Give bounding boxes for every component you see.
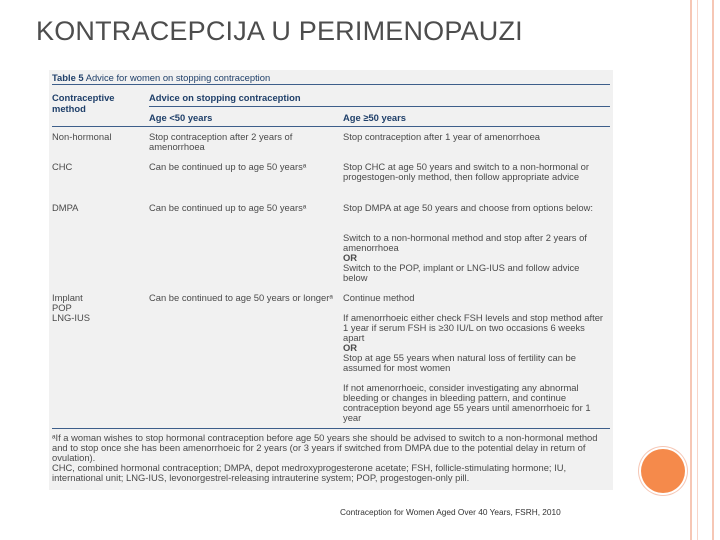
table-rule: [52, 84, 610, 85]
table-rule: [52, 428, 610, 429]
row-or: OR: [343, 252, 358, 263]
row-over-50-b: Switch to a non-hormonal method and stop after 2 years of amenorrhoea: [343, 232, 587, 253]
table-rule: [52, 126, 610, 127]
footnote-a: ᵃIf a woman wishes to stop hormonal contraception before age 50 years she should be advised to switch to a non-hormonal method and to stop once she has been amenorrhoeic for 2 years (or 3 years if switched from DMPA due to the potential delay in return of ovulation).: [52, 432, 598, 463]
row-method: CHC: [52, 161, 73, 172]
table-caption-text: Advice for women on stopping contraception: [85, 72, 271, 83]
row-under-50: Stop contraception after 2 years of amenorrhoea: [149, 131, 293, 152]
footnote-abbreviations: CHC, combined hormonal contraception; DMPA, depot medroxyprogesterone acetate; FSH, follicle-stimulating hormone; IU, international unit; LNG-IUS, levonorgestrel-releasing intrauterine system; POP, progestogen-only pill.: [52, 462, 567, 483]
table-rule: [149, 106, 610, 107]
decor-border-line: [697, 0, 698, 540]
decor-orange-circle: [641, 449, 685, 493]
row-over-50-d: If not amenorrhoeic, consider investigating any abnormal bleeding or changes in bleeding pattern, and continue contraception beyond age 55 years until amenorrhoeic for 1 year: [343, 382, 591, 423]
header-over-50: Age ≥50 years: [343, 112, 406, 123]
row-over-50-a: Continue method: [343, 292, 415, 303]
row-over-50: Stop contraception after 1 year of amenorrhoea: [343, 131, 540, 142]
row-over-50-c: Switch to the POP, implant or LNG-IUS and follow advice below: [343, 262, 580, 283]
table-caption: [52, 72, 610, 83]
header-advice: Advice on stopping contraception: [149, 92, 301, 103]
contraception-table: [49, 70, 613, 490]
row-method: Implant: [52, 292, 83, 303]
decor-border-line: [690, 0, 692, 540]
row-over-50-c: Stop at age 55 years when natural loss of fertility can be assumed for most women: [343, 352, 576, 373]
row-or: OR: [343, 342, 358, 353]
source-citation: Contraception for Women Aged Over 40 Years, FSRH, 2010: [340, 507, 561, 517]
decor-border-line: [712, 0, 714, 540]
row-method: DMPA: [52, 202, 79, 213]
row-under-50: Can be continued to age 50 years or longerᵃ: [149, 292, 333, 303]
row-over-50-a: Stop DMPA at age 50 years and choose from options below:: [343, 202, 593, 213]
header-method: Contraceptive method: [52, 92, 115, 114]
table-footnote: [52, 433, 607, 483]
row-method: LNG-IUS: [52, 312, 91, 323]
table-caption-label: Table 5: [52, 72, 84, 83]
slide-title: KONTRACEPCIJA U PERIMENOPAUZI: [36, 16, 523, 46]
row-over-50: Stop CHC at age 50 years and switch to a non-hormonal or progestogen-only method, then follow appropriate advice: [343, 161, 589, 182]
header-under-50: Age <50 years: [149, 112, 213, 123]
row-under-50: Can be continued up to age 50 yearsᵃ: [149, 202, 307, 213]
row-method: Non-hormonal: [52, 131, 112, 142]
row-method: POP: [52, 302, 72, 313]
row-over-50-b: If amenorrhoeic either check FSH levels and stop method after 1 year if serum FSH is ≥30 IU/L on two occasions 6 weeks apart: [343, 312, 604, 343]
row-under-50: Can be continued up to age 50 yearsᵃ: [149, 161, 307, 172]
